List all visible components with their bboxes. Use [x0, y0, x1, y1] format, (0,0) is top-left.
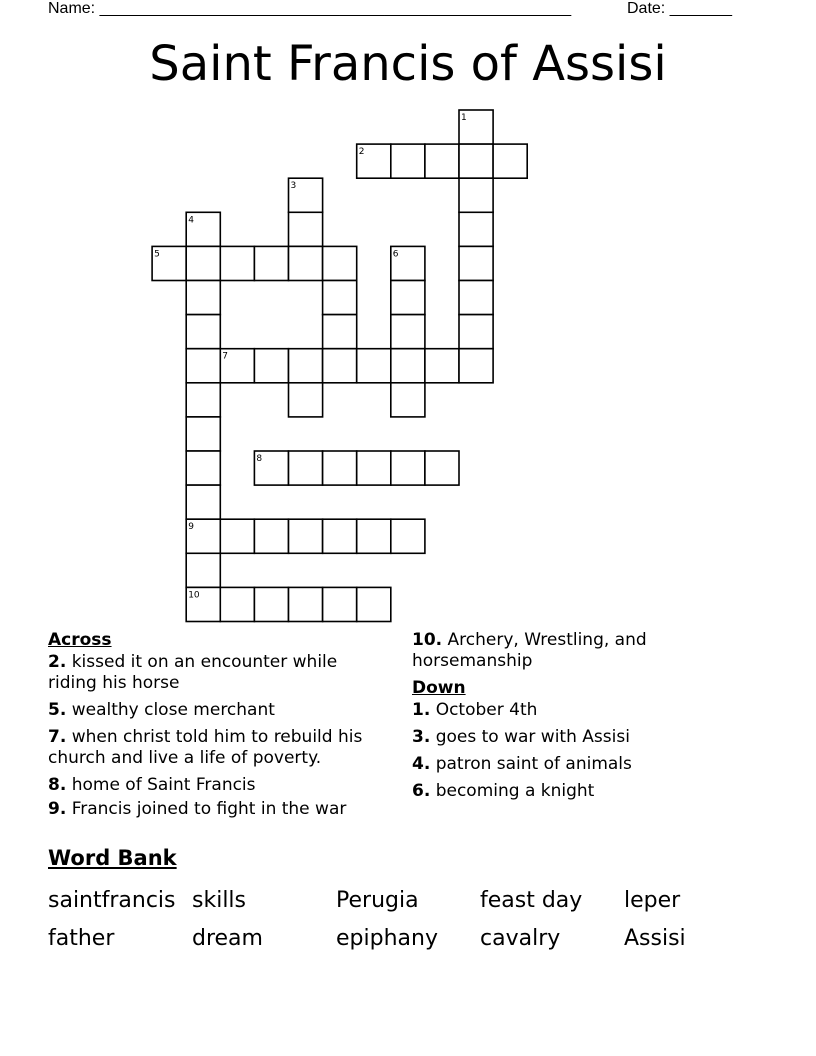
crossword-cell[interactable] — [391, 519, 425, 553]
word-bank-item: father — [48, 926, 115, 951]
crossword-cell[interactable] — [323, 349, 357, 383]
name-line[interactable]: Name: _____________________________________________________ — [48, 0, 572, 17]
word-bank-item: cavalry — [480, 926, 561, 951]
cell-number: 7 — [222, 351, 229, 362]
clue-text: goes to war with Assisi — [435, 727, 630, 747]
clue-number: 4. — [412, 754, 431, 774]
clues-column-left — [48, 630, 388, 826]
crossword-cell[interactable] — [186, 383, 220, 417]
crossword-cell[interactable] — [425, 349, 459, 383]
crossword-cell[interactable] — [459, 178, 493, 212]
clue-across-5 — [48, 700, 388, 721]
crossword-cell[interactable] — [254, 587, 288, 621]
clues-column-right — [412, 630, 732, 808]
down-heading: Down — [412, 678, 466, 698]
clue-down-1 — [412, 700, 732, 721]
clue-across-2 — [48, 652, 388, 694]
clue-number: 5. — [48, 700, 67, 720]
crossword-cell[interactable] — [391, 383, 425, 417]
crossword-cell[interactable] — [186, 519, 220, 553]
crossword-cell[interactable] — [220, 246, 254, 280]
crossword-cell[interactable] — [289, 519, 323, 553]
cell-number: 9 — [188, 522, 194, 533]
crossword-cell[interactable] — [459, 110, 493, 144]
crossword-cell[interactable] — [289, 178, 323, 212]
clue-across-10 — [412, 630, 732, 672]
word-bank — [48, 882, 768, 958]
clue-number: 10. — [412, 630, 443, 650]
crossword-cell[interactable] — [391, 349, 425, 383]
clue-across-7 — [48, 727, 388, 769]
crossword-cell[interactable] — [289, 451, 323, 485]
clue-number: 3. — [412, 727, 431, 747]
word-bank-item: saintfrancis — [48, 888, 176, 913]
word-bank-item: feast day — [480, 888, 583, 913]
word-bank-item: epiphany — [336, 926, 438, 951]
clue-across-8 — [48, 775, 388, 796]
crossword-cell[interactable] — [357, 451, 391, 485]
cell-number: 1 — [461, 113, 467, 123]
page-title: Saint Francis of Assisi — [149, 36, 667, 92]
crossword-cell[interactable] — [459, 246, 493, 280]
clue-text: Archery, Wrestling, and horsemanship — [412, 630, 647, 671]
cell-number: 2 — [358, 147, 365, 158]
crossword-cell[interactable] — [459, 349, 493, 383]
crossword-cell[interactable] — [289, 383, 323, 417]
word-bank-title: Word Bank — [48, 846, 177, 870]
crossword-cell[interactable] — [186, 281, 220, 315]
crossword-cell[interactable] — [493, 144, 527, 178]
clue-across-9 — [48, 799, 388, 820]
crossword-cell[interactable] — [186, 587, 220, 621]
crossword-cell[interactable] — [323, 246, 357, 280]
crossword-cell[interactable] — [357, 519, 391, 553]
crossword-cell[interactable] — [459, 144, 493, 178]
crossword-cell[interactable] — [323, 519, 357, 553]
cell-number: 10 — [188, 590, 200, 601]
crossword-cell[interactable] — [425, 451, 459, 485]
crossword-cell[interactable] — [186, 212, 220, 246]
crossword-cell[interactable] — [357, 587, 391, 621]
clue-text: when christ told him to rebuild his church and live a life of poverty. — [48, 727, 363, 768]
crossword-cell[interactable] — [186, 485, 220, 519]
clue-text: home of Saint Francis — [71, 775, 256, 795]
clue-text: kissed it on an encounter while riding his horse — [48, 652, 338, 693]
clue-down-6 — [412, 781, 732, 802]
crossword-cell[interactable] — [459, 212, 493, 246]
crossword-cell[interactable] — [186, 349, 220, 383]
crossword-cell[interactable] — [357, 349, 391, 383]
crossword-cell[interactable] — [323, 315, 357, 349]
crossword-cell[interactable] — [254, 349, 288, 383]
clue-number: 7. — [48, 727, 67, 747]
crossword-cell[interactable] — [186, 417, 220, 451]
word-bank-item: leper — [624, 888, 681, 913]
clue-number: 8. — [48, 775, 67, 795]
header-row — [48, 0, 768, 20]
crossword-cell[interactable] — [289, 349, 323, 383]
crossword-cell[interactable] — [254, 519, 288, 553]
crossword-cell[interactable] — [391, 315, 425, 349]
crossword-cell[interactable] — [186, 451, 220, 485]
clue-number: 2. — [48, 652, 67, 672]
clue-text: October 4th — [435, 700, 538, 720]
across-heading: Across — [48, 630, 112, 650]
clue-text: becoming a knight — [435, 781, 595, 801]
crossword-cell[interactable] — [220, 349, 254, 383]
word-bank-item: skills — [192, 888, 247, 913]
crossword-cell[interactable] — [220, 587, 254, 621]
cell-number: 3 — [290, 181, 297, 192]
clue-text: wealthy close merchant — [71, 700, 275, 720]
clue-down-3 — [412, 727, 732, 748]
crossword-cell[interactable] — [152, 246, 186, 280]
cell-number: 6 — [392, 249, 399, 260]
date-line[interactable]: Date: _______ — [627, 0, 732, 17]
crossword-cell[interactable] — [186, 553, 220, 587]
crossword-cell[interactable] — [323, 281, 357, 315]
clue-number: 9. — [48, 799, 67, 819]
crossword-cell[interactable] — [254, 451, 288, 485]
crossword-cell[interactable] — [357, 144, 391, 178]
word-bank-item: dream — [192, 926, 263, 951]
cell-number: 4 — [188, 215, 194, 226]
crossword-cell[interactable] — [459, 281, 493, 315]
crossword-cell[interactable] — [289, 246, 323, 280]
word-bank-item: Assisi — [624, 926, 686, 951]
crossword-cell[interactable] — [186, 246, 220, 280]
crossword-cell[interactable] — [425, 144, 459, 178]
crossword-cell[interactable] — [391, 281, 425, 315]
crossword-cell[interactable] — [254, 246, 288, 280]
crossword-cell[interactable] — [220, 519, 254, 553]
clue-text: Francis joined to fight in the war — [71, 799, 347, 819]
crossword-cell[interactable] — [323, 587, 357, 621]
clue-number: 1. — [412, 700, 431, 720]
crossword-cell[interactable] — [391, 451, 425, 485]
crossword-cell[interactable] — [186, 315, 220, 349]
clue-text: patron saint of animals — [435, 754, 632, 774]
crossword-cell[interactable] — [459, 315, 493, 349]
crossword-cell[interactable] — [391, 246, 425, 280]
cell-number: 8 — [256, 454, 263, 464]
clue-down-4 — [412, 754, 732, 775]
crossword-cell[interactable] — [323, 451, 357, 485]
word-bank-item: Perugia — [336, 888, 419, 913]
crossword-cell[interactable] — [289, 587, 323, 621]
cell-number: 5 — [154, 249, 160, 260]
crossword-cell[interactable] — [391, 144, 425, 178]
clue-number: 6. — [412, 781, 431, 801]
crossword-cell[interactable] — [289, 212, 323, 246]
